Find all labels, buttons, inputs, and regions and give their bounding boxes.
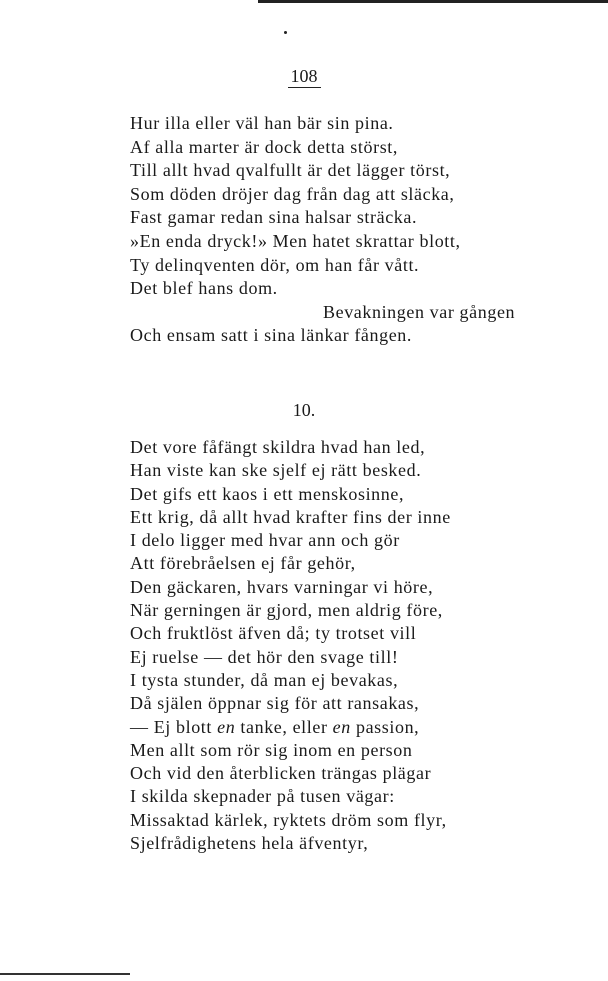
emphasis-part: passion, (350, 716, 420, 737)
verse-line: I tysta stunder, då man ej bevakas, (130, 669, 399, 690)
verse-line: Som döden dröjer dag från dag att släcka, (130, 183, 455, 204)
verse-line: Sjelfrådighetens hela äfventyr, (130, 833, 369, 854)
emphasis-word: en (217, 716, 236, 737)
verse-line: När gerningen är gjord, men aldrig före, (130, 600, 443, 621)
verse-line: Det vore fåfängt skildra hvad han led, (130, 437, 426, 457)
emphasis-part: — Ej blott (130, 716, 218, 737)
verse-line: Ty delinqventen dör, om han får vått. (130, 254, 420, 275)
bottom-rule (0, 973, 130, 975)
verse-line: Missaktad kärlek, ryktets dröm som flyr, (130, 809, 447, 830)
verse-line: Han viste kan ske sjelf ej rätt besked. (130, 460, 422, 481)
verse-line: Och vid den återblicken trängas plägar (130, 763, 432, 784)
verse-line-indented: Bevakningen var gången (323, 301, 516, 322)
verse-line: I skilda skepnader på tusen vägar: (130, 786, 395, 807)
verse-line: Ett krig, då allt hvad krafter fins der inne (130, 506, 451, 527)
verse-line: Den gäckaren, hvars varningar vi höre, (130, 576, 434, 597)
verse-line-emphasis (130, 716, 451, 739)
verse-line: Och fruktlöst äfven då; ty trotset vill (130, 623, 417, 644)
stanza-two (130, 436, 451, 855)
verse-line: Hur illa eller väl han bär sin pina. (130, 113, 394, 133)
emphasis-word: en (332, 716, 351, 737)
ink-dot (284, 31, 287, 34)
verse-line: Att förebråelsen ej får gehör, (130, 553, 356, 574)
page-number (0, 66, 608, 87)
verse-line: Och ensam satt i sina länkar fången. (130, 325, 413, 346)
verse-line: Fast gamar redan sina halsar sträcka. (130, 207, 418, 228)
top-rule (258, 0, 608, 3)
verse-line: »En enda dryck!» Men hatet skrattar blott, (130, 230, 461, 251)
verse-line: Men allt som rör sig inom en person (130, 739, 413, 760)
page-number-text: 108 (288, 66, 321, 88)
verse-line: Då själen öppnar sig för att ransakas, (130, 693, 420, 714)
section-number: 10. (292, 400, 316, 420)
verse-line: I delo ligger med hvar ann och gör (130, 530, 400, 551)
verse-line: Det blef hans dom. (130, 278, 278, 299)
verse-line: Ej ruelse — det hör den svage till! (130, 646, 399, 667)
stanza-one (130, 112, 515, 348)
emphasis-part: tanke, eller (235, 716, 333, 737)
verse-line: Det gifs ett kaos i ett menskosinne, (130, 483, 405, 504)
verse-line: Af alla marter är dock detta störst, (130, 136, 399, 157)
verse-line: Till allt hvad qvalfullt är det lägger törst, (130, 160, 451, 181)
